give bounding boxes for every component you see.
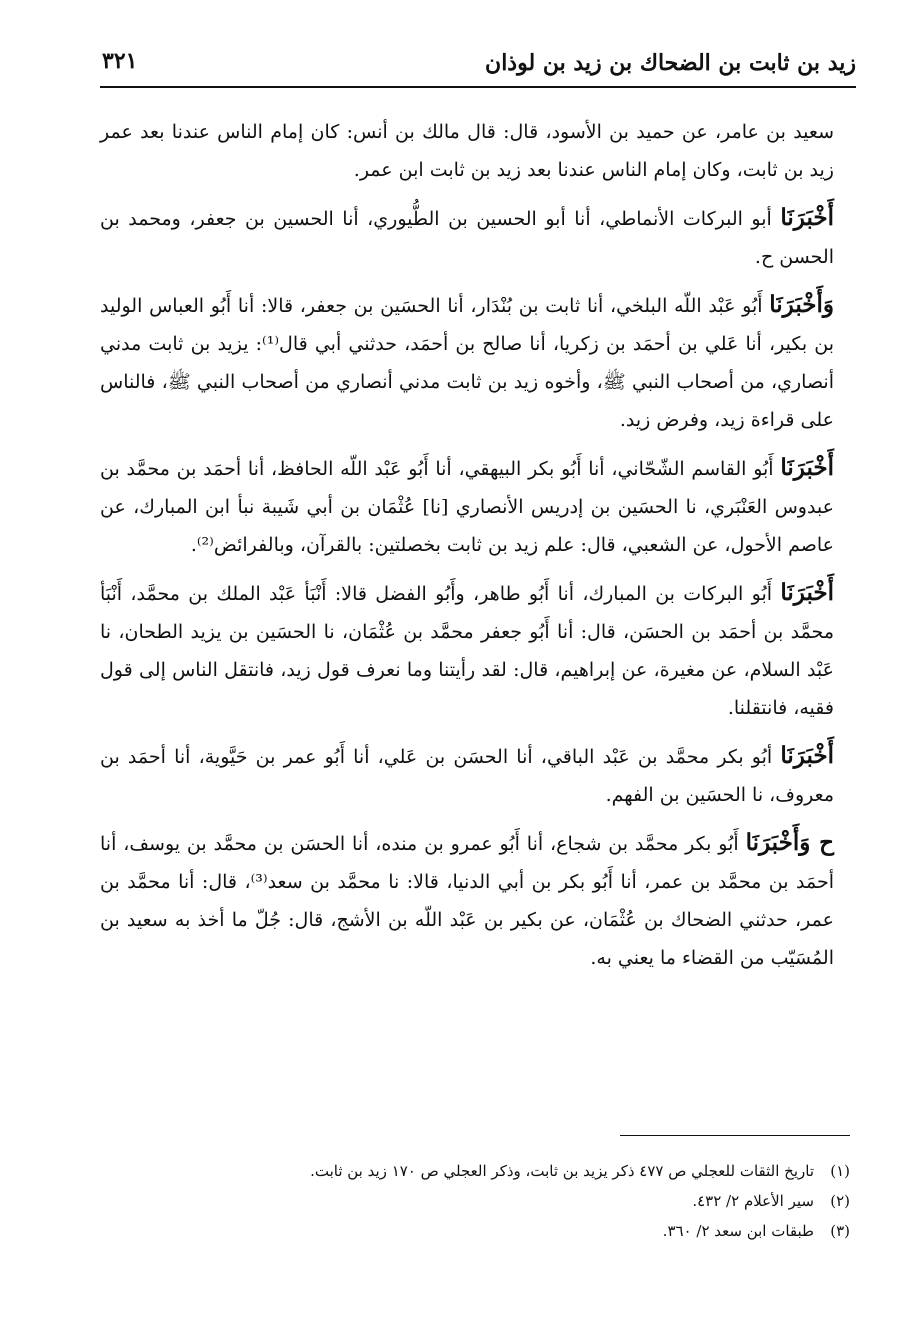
footnote-text: تاريخ الثقات للعجلي ص ٤٧٧ ذكر يزيد بن ثابت، وذكر العجلي ص ١٧٠ زيد بن ثابت.: [310, 1162, 814, 1180]
paragraph: [100, 449, 834, 564]
paragraph: [100, 824, 834, 977]
paragraph-lead: أَخْبَرَنَا: [780, 742, 834, 769]
page-number: ٣٢١: [102, 48, 138, 74]
footnotes: [100, 1156, 850, 1246]
paragraph-lead: أَخْبَرَنَا: [780, 454, 834, 481]
footnote-text: سير الأعلام ٢/ ٤٣٢.: [692, 1192, 814, 1210]
footnote-number: (١): [830, 1162, 850, 1180]
footnote: [100, 1216, 850, 1246]
paragraph: [100, 286, 834, 439]
paragraph: [100, 737, 834, 814]
paragraph: [100, 574, 834, 727]
paragraph-text: أَبُو القاسم الشّحّاني، أنا أَبُو بكر البيهقي، أنا أَبُو عَبْد اللّه الحافظ، أنا أحمَد بن محمَّد بن عبدوس العَنْبَري، نا الحسَين بن إدريس الأنصاري [نا] عُثْمَان بن أبي شَيبة نبأ ابن المبارك، عن عاصم الأحول، عن الشعبي، قال: علم زيد بن ثابت بخصلتين: بالقرآن، وبالفرائض⁽²⁾.: [100, 458, 834, 556]
paragraph-text: أبُو بكر محمَّد بن عَبْد الباقي، أنا الحسَن بن عَلي، أنا أَبُو عمر بن حَيَّوية، أنا أحمَد بن معروف، نا الحسَين بن الفهم.: [100, 746, 834, 806]
footnote: [100, 1156, 850, 1186]
main-text: [100, 112, 834, 981]
footnote-number: (٣): [830, 1222, 850, 1240]
footnote-text: طبقات ابن سعد ٢/ ٣٦٠.: [662, 1222, 814, 1240]
paragraph-text: أَبُو البركات بن المبارك، أنا أَبُو طاهر، وأَبُو الفضل قالا: أَنْبَأ عَبْد الملك بن محمَّد، أَنْبَأ محمَّد بن أحمَد بن الحسَن، قال: أنا أَبُو جعفر محمَّد بن عُثْمَان، نا الحسَين بن يزيد الطحان، نا عَبْد السلام، عن مغيرة، عن إبراهيم، قال: لقد رأيتنا وما نعرف قول زيد، فانتقل الناس إلى قول فقيه، فانتقلنا.: [100, 583, 834, 719]
paragraph-lead: أَخْبَرَنَا: [780, 579, 834, 606]
paragraph-text: أبو البركات الأنماطي، أنا أبو الحسين بن الطُّيوري، أنا الحسين بن جعفر، ومحمد بن الحسن ح.: [100, 208, 834, 268]
paragraph-lead: أَخْبَرَنَا: [780, 204, 834, 231]
paragraph-text: أَبُو عَبْد اللّه البلخي، أنا ثابت بن بُنْدَار، أنا الحسَين بن جعفر، قالا: أنا أَبُو العباس الوليد بن بكير، أنا عَلي بن أحمَد بن زكريا، أنا صالح بن أحمَد، حدثني أبي قال⁽¹⁾: يزيد بن ثابت مدني أنصاري، من أصحاب النبي ﷺ، وأخوه زيد بن ثابت مدني أنصاري من أصحاب النبي ﷺ، فالناس على قراءة زيد، وفرض زيد.: [100, 295, 835, 431]
paragraph: [100, 199, 834, 276]
page-header: [100, 44, 856, 88]
paragraph-text: أَبُو بكر محمَّد بن شجاع، أنا أَبُو عمرو بن منده، أنا الحسَن بن محمَّد بن يوسف، أنا أحمَد بن محمَّد بن عمر، أنا أَبُو بكر بن أبي الدنيا، قالا: نا محمَّد بن سعد⁽³⁾، قال: أنا محمَّد بن عمر، حدثني الضحاك بن عُثْمَان، عن بكير بن عَبْد اللّه بن الأشج، قال: جُلّ ما أخذ به سعيد بن المُسَيّب من القضاء ما يعني به.: [100, 833, 834, 969]
paragraph-text: سعيد بن عامر، عن حميد بن الأسود، قال: قال مالك بن أنس: كان إمام الناس عندنا بعد عمر زيد بن ثابت، وكان إمام الناس عندنا بعد زيد بن ثابت ابن عمر.: [100, 121, 834, 181]
footnote: [100, 1186, 850, 1216]
paragraph: [100, 112, 834, 189]
footnote-number: (٢): [830, 1192, 850, 1210]
running-title: زيد بن ثابت بن الضحاك بن زيد بن لوذان: [485, 50, 856, 76]
footnote-divider: [620, 1135, 850, 1136]
paragraph-lead: وَأَخْبَرَنَا: [769, 291, 835, 318]
paragraph-lead: ح وَأَخْبَرَنَا: [745, 829, 834, 856]
